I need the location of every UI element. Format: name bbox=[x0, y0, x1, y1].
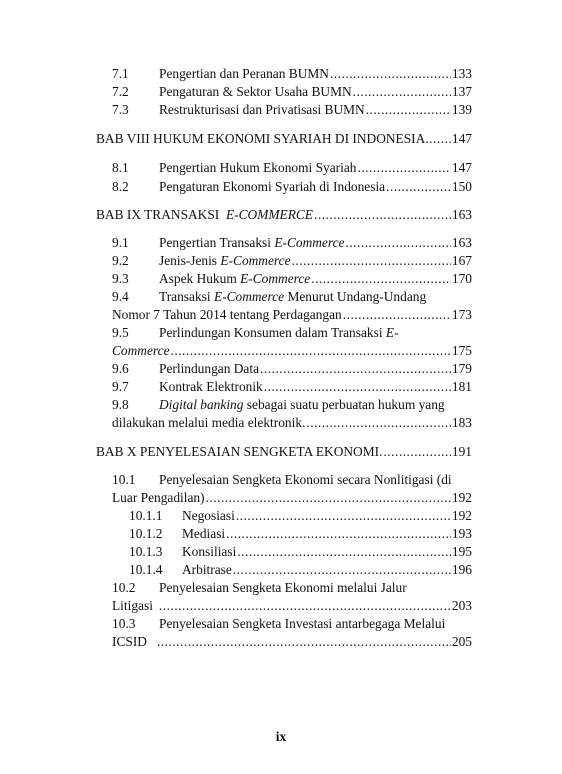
toc-number: 9.6 bbox=[112, 361, 129, 376]
toc-page: 179 bbox=[451, 361, 472, 376]
toc-number: 10.3 bbox=[112, 616, 136, 631]
toc-entry-8-2 bbox=[112, 178, 472, 195]
toc-title: Kontrak Elektronik bbox=[159, 379, 263, 394]
toc-page: 181 bbox=[451, 379, 472, 394]
toc-number: 10.1.1 bbox=[129, 508, 163, 523]
toc-entry-10-3-cont bbox=[112, 633, 472, 650]
toc-entry-9-7 bbox=[112, 378, 472, 395]
dot-leader bbox=[237, 543, 451, 560]
dot-leader bbox=[264, 378, 451, 395]
toc-page: 173 bbox=[451, 307, 472, 322]
dot-leader bbox=[206, 489, 451, 506]
dot-leader bbox=[343, 306, 451, 323]
toc-number: 9.8 bbox=[112, 397, 129, 412]
toc-page: 139 bbox=[451, 102, 472, 117]
dot-leader bbox=[386, 178, 451, 195]
toc-title: Konsiliasi bbox=[182, 544, 237, 559]
toc-title: Restrukturisasi dan Privatisasi BUMN bbox=[159, 102, 365, 117]
dot-leader bbox=[159, 597, 451, 614]
chapter-title: BAB X PENYELESAIAN SENGKETA EKONOMI. bbox=[96, 444, 383, 459]
toc-page: 175 bbox=[451, 343, 472, 358]
chapter-title: BAB IX TRANSAKSI E-COMMERCE bbox=[96, 207, 313, 222]
toc-entry-9-3 bbox=[112, 270, 472, 287]
toc-number: 8.2 bbox=[112, 179, 129, 194]
toc-title: Perlindungan Data bbox=[159, 361, 260, 376]
toc-title: Pengertian Hukum Ekonomi Syariah bbox=[159, 160, 357, 175]
toc-title: Pengaturan & Sektor Usaha BUMN bbox=[159, 84, 352, 99]
toc-number: 9.3 bbox=[112, 271, 129, 286]
toc-number: 9.5 bbox=[112, 325, 129, 340]
toc-entry-9-2 bbox=[112, 252, 472, 269]
toc-number: 10.1.2 bbox=[129, 526, 163, 541]
dot-leader bbox=[314, 206, 451, 223]
toc-number: 9.2 bbox=[112, 253, 129, 268]
toc-title: ICSID bbox=[112, 634, 147, 649]
toc-entry-10-1-4 bbox=[129, 561, 472, 578]
toc-title: Mediasi bbox=[182, 526, 226, 541]
dot-leader bbox=[330, 65, 451, 82]
toc-title: Pengaturan Ekonomi Syariah di Indonesia bbox=[159, 179, 386, 194]
dot-leader bbox=[226, 525, 451, 542]
toc-title: Perlindungan Konsumen dalam Transaksi E- bbox=[159, 325, 399, 340]
toc-entry-10-1 bbox=[112, 471, 472, 488]
toc-page: 191 bbox=[451, 444, 472, 459]
toc-title: Commerce bbox=[112, 343, 170, 358]
toc-number: 7.1 bbox=[112, 66, 129, 81]
toc-page: 183 bbox=[451, 415, 472, 430]
dot-leader bbox=[353, 83, 451, 100]
toc-page: 147 bbox=[451, 160, 472, 175]
chapter-title: BAB VIII HUKUM EKONOMI SYARIAH DI INDONESIA bbox=[96, 131, 426, 146]
dot-leader bbox=[236, 507, 451, 524]
toc-title: Pengertian Transaksi E-Commerce bbox=[159, 235, 345, 250]
toc-title: Jenis-Jenis E-Commerce bbox=[159, 253, 291, 268]
toc-page: 192 bbox=[451, 490, 472, 505]
toc-entry-9-8-cont bbox=[112, 414, 472, 431]
toc-entry-8-1 bbox=[112, 159, 472, 176]
toc-title: Nomor 7 Tahun 2014 tentang Perdagangan bbox=[112, 307, 342, 322]
toc-entry-10-1-1 bbox=[129, 507, 472, 524]
toc-page: 205 bbox=[451, 634, 472, 649]
toc-page: 195 bbox=[451, 544, 472, 559]
toc-number: 9.7 bbox=[112, 379, 129, 394]
dot-leader bbox=[383, 443, 450, 460]
toc-page: 137 bbox=[451, 84, 472, 99]
toc-page: 163 bbox=[451, 207, 472, 222]
toc-page: 133 bbox=[451, 66, 472, 81]
toc-chapter-9 bbox=[96, 206, 472, 223]
toc-number: 7.2 bbox=[112, 84, 129, 99]
toc-title: Negosiasi bbox=[182, 508, 235, 523]
dot-leader bbox=[292, 252, 451, 269]
toc-entry-10-2 bbox=[112, 579, 472, 596]
page-number: ix bbox=[275, 729, 287, 744]
dot-leader bbox=[366, 101, 451, 118]
toc-entry-7-2 bbox=[112, 83, 472, 100]
toc-page: 150 bbox=[451, 179, 472, 194]
toc-number: 10.1 bbox=[112, 472, 136, 487]
toc-title: Aspek Hukum E-Commerce bbox=[159, 271, 311, 286]
toc-entry-10-1-cont bbox=[112, 489, 472, 506]
dot-leader bbox=[345, 234, 450, 251]
toc-entry-10-1-3 bbox=[129, 543, 472, 560]
toc-page: 167 bbox=[451, 253, 472, 268]
dot-leader bbox=[311, 270, 451, 287]
toc-title: Luar Pengadilan) bbox=[112, 490, 205, 505]
toc-entry-9-5-cont bbox=[112, 342, 472, 359]
toc-title: Penyelesaian Sengketa Ekonomi secara Nonlitigasi (di bbox=[159, 472, 452, 487]
dot-leader bbox=[357, 159, 450, 176]
toc-number: 9.4 bbox=[112, 289, 129, 304]
toc-number: 8.1 bbox=[112, 160, 129, 175]
dot-leader bbox=[233, 561, 451, 578]
toc-number: 10.1.4 bbox=[129, 562, 163, 577]
dot-leader bbox=[425, 130, 452, 147]
dot-leader bbox=[260, 360, 451, 377]
toc-title: Transaksi E-Commerce Menurut Undang-Undang bbox=[159, 289, 427, 304]
toc-page: 203 bbox=[451, 598, 472, 613]
toc-title: Arbitrase bbox=[182, 562, 232, 577]
toc-title: Digital banking sebagai suatu perbuatan hukum yang bbox=[159, 397, 445, 412]
toc-entry-9-6 bbox=[112, 360, 472, 377]
toc-entry-9-4-cont bbox=[112, 306, 472, 323]
toc-number: 9.1 bbox=[112, 235, 129, 250]
toc-page: 147 bbox=[451, 131, 472, 146]
dot-leader bbox=[306, 414, 451, 431]
toc-title: dilakukan melalui media elektronik. bbox=[112, 415, 306, 430]
toc-page: 192 bbox=[451, 508, 472, 523]
toc-title: Pengertian dan Peranan BUMN bbox=[159, 66, 329, 81]
toc-entry-10-2-cont bbox=[112, 597, 472, 614]
toc-number: 10.1.3 bbox=[129, 544, 163, 559]
toc-page: 163 bbox=[451, 235, 472, 250]
dot-leader bbox=[171, 342, 451, 359]
toc-entry-9-4 bbox=[112, 288, 472, 305]
toc-entry-9-8 bbox=[112, 396, 472, 413]
toc-page: 196 bbox=[451, 562, 472, 577]
toc-entry-9-5 bbox=[112, 324, 472, 341]
toc-title: Litigasi bbox=[112, 598, 153, 613]
toc-title: Penyelesaian Sengketa Ekonomi melalui Jalur bbox=[159, 580, 407, 595]
toc-number: 10.2 bbox=[112, 580, 136, 595]
dot-leader bbox=[157, 633, 451, 650]
toc-entry-10-1-2 bbox=[129, 525, 472, 542]
toc-entry-7-1 bbox=[112, 65, 472, 82]
toc-chapter-10 bbox=[96, 443, 472, 460]
toc-entry-9-1 bbox=[112, 234, 472, 251]
toc-page: 170 bbox=[451, 271, 472, 286]
toc-entry-10-3 bbox=[112, 615, 472, 632]
toc-entry-7-3 bbox=[112, 101, 472, 118]
toc-number: 7.3 bbox=[112, 102, 129, 117]
toc-chapter-8 bbox=[96, 130, 472, 147]
toc-page: 193 bbox=[451, 526, 472, 541]
toc-title: Penyelesaian Sengketa Investasi antarbegaga Melalui bbox=[159, 616, 446, 631]
